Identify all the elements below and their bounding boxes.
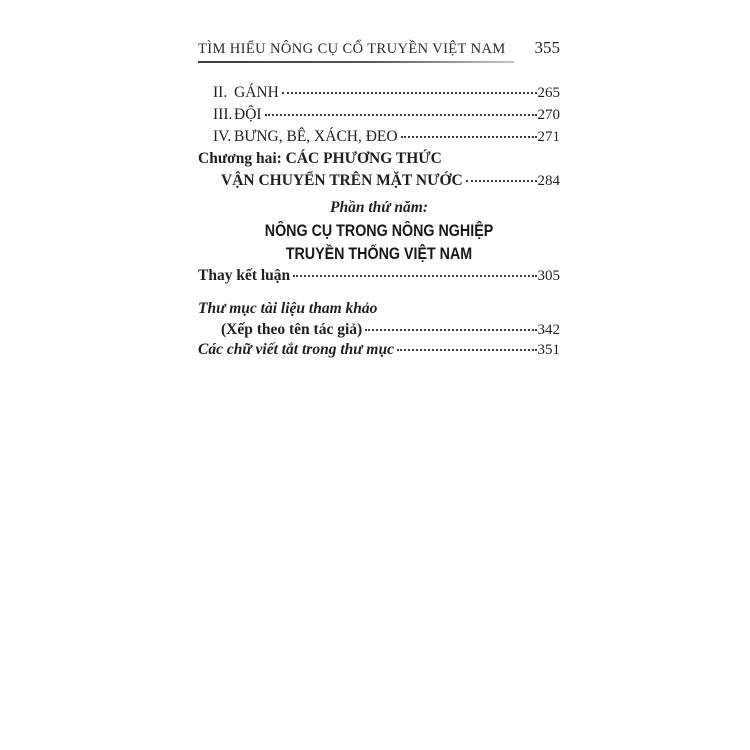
dot-leader: [397, 349, 537, 351]
part-five-title-text: TRUYỀN THỐNG VIỆT NAM: [285, 244, 473, 263]
toc-entry: [198, 126, 560, 148]
toc-entry-label: ĐỘI: [234, 106, 262, 123]
toc-entry-page: 265: [537, 85, 560, 101]
toc-entry-label: (Xếp theo tên tác giả): [221, 321, 363, 338]
dot-leader: [365, 329, 536, 331]
toc-entry: [198, 82, 560, 104]
toc-entry-label: GÁNH: [234, 84, 279, 101]
header-rule: [198, 61, 514, 63]
toc-entry-numeral: III.: [213, 106, 233, 123]
toc-closing-entry: [198, 265, 560, 287]
running-title: TÌM HIỂU NÔNG CỤ CỔ TRUYỀN VIỆT NAM: [198, 41, 506, 57]
toc-bibliography-line2: [198, 320, 560, 340]
dot-leader: [265, 114, 537, 116]
toc-bibliography-line1: Thư mục tài liệu tham khảo: [198, 300, 378, 317]
toc-entry-page: 270: [537, 107, 560, 123]
toc-entry-label: Các chữ viết tắt trong thư mục: [198, 341, 394, 358]
toc-entry-page: 351: [537, 342, 560, 358]
toc-entry-page: 271: [537, 129, 560, 145]
toc-abbreviations-entry: [198, 340, 560, 360]
toc-entry-numeral: IV.: [213, 128, 232, 145]
toc-entry-page: 342: [537, 322, 560, 338]
table-of-contents: [198, 82, 560, 360]
page-content: [198, 38, 560, 360]
dot-leader: [466, 180, 537, 182]
toc-entry: [198, 104, 560, 126]
page-number: 355: [534, 38, 560, 57]
part-five-title-line2: [198, 242, 560, 265]
toc-entry-label: BƯNG, BÊ, XÁCH, ĐEO: [234, 128, 398, 145]
toc-chapter-two-line2: [198, 170, 560, 192]
dot-leader: [282, 92, 537, 94]
toc-entry-numeral: II.: [213, 84, 228, 101]
part-five-title-line1: [198, 219, 560, 242]
toc-entry-label: VẬN CHUYỂN TRÊN MẶT NƯỚC: [221, 172, 463, 189]
dot-leader: [293, 275, 536, 277]
toc-chapter-two-line1: Chương hai: CÁC PHƯƠNG THỨC: [198, 150, 442, 167]
part-five-kicker: Phần thứ năm:: [329, 199, 428, 216]
page-header: [198, 38, 560, 58]
toc-entry-page: 305: [537, 268, 560, 284]
toc-entry-label: Thay kết luận: [198, 267, 291, 284]
part-five-title-text: NÔNG CỤ TRONG NÔNG NGHIỆP: [264, 221, 494, 240]
toc-entry-page: 284: [537, 173, 560, 189]
dot-leader: [401, 136, 537, 138]
